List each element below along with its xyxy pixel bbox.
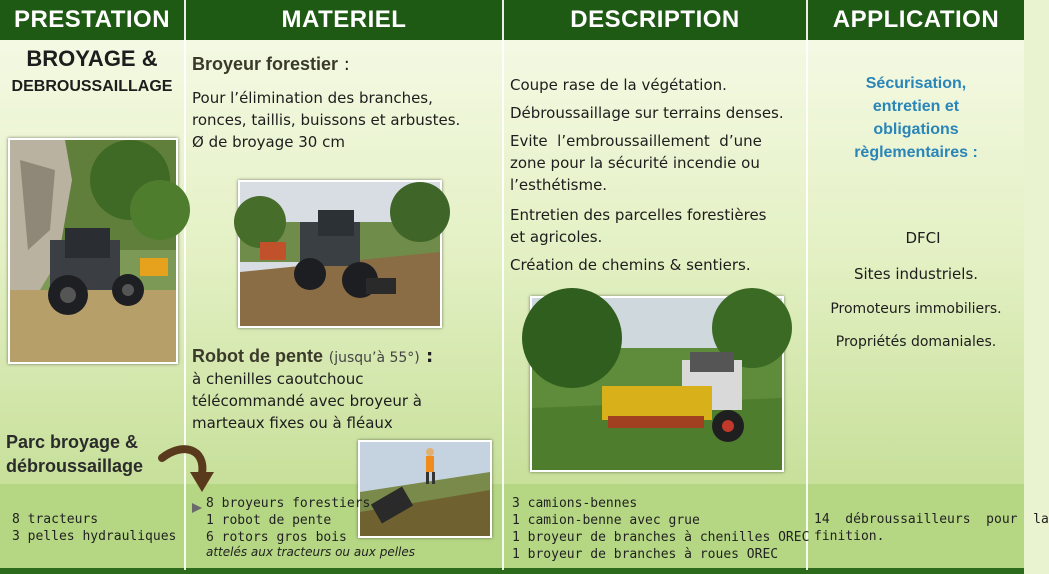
- prestation-bottom-line2: 3 pelles hydrauliques: [12, 529, 177, 544]
- robot-line3: marteaux fixes ou à fléaux: [192, 414, 393, 432]
- description-line3c: l’esthétisme.: [510, 176, 608, 194]
- materiel-bottom-line4: attelés aux tracteurs ou aux pelles: [206, 545, 416, 559]
- header-materiel: MATERIEL: [281, 6, 407, 33]
- materiel-bottom-line3: 6 rotors gros bois: [206, 530, 347, 545]
- triangle-bullet-icon: [192, 498, 202, 508]
- broyeur-title: Broyeur forestier: [192, 54, 339, 74]
- robot-line2: télécommandé avec broyeur à: [192, 392, 422, 410]
- description-line3a: Evite l’embroussaillement d’une: [510, 132, 762, 150]
- broyeur-line2: ronces, taillis, buissons et arbustes.: [192, 111, 461, 129]
- broyeur-heading: [192, 54, 350, 75]
- description-bottom-line2: 1 camion-benne avec grue: [512, 513, 700, 528]
- slope-robot-photo: [358, 440, 492, 538]
- prestation-bottom-line1: 8 tracteurs: [12, 512, 99, 527]
- description-bottom-line3: 1 broyeur de branches à chenilles OREC: [512, 530, 810, 545]
- table-header: [0, 0, 1024, 40]
- robot-heading: [192, 346, 433, 367]
- prestation-title-line1: BROYAGE &: [26, 46, 158, 71]
- description-line3b: zone pour la sécurité incendie ou: [510, 154, 760, 172]
- parc-title-line2: débroussaillage: [6, 456, 144, 476]
- parc-title-line1: Parc broyage &: [6, 432, 139, 452]
- application-item-dfci: DFCI: [905, 229, 941, 247]
- column-divider: [502, 0, 504, 570]
- tractor-mulcher-photo: [8, 138, 178, 364]
- broyeur-line3: Ø de broyage 30 cm: [192, 133, 345, 151]
- mulcher-clearing-photo: [530, 296, 784, 472]
- application-bottom-line1: 14 débroussailleurs pour la: [814, 512, 1049, 527]
- application-title-line1: Sécurisation,: [865, 75, 967, 92]
- prestation-title-line2: DEBROUSSAILLAGE: [11, 78, 173, 95]
- materiel-bottom-line2: 1 robot de pente: [206, 513, 332, 528]
- bottom-border: [0, 568, 1024, 574]
- description-line5: Création de chemins & sentiers.: [510, 256, 751, 274]
- description-bottom-line1: 3 camions-bennes: [512, 496, 638, 511]
- description-line4b: et agricoles.: [510, 228, 603, 246]
- application-title-line4: règlementaires :: [854, 144, 978, 161]
- application-item-promoteurs: Promoteurs immobiliers.: [830, 301, 1002, 317]
- header-description: DESCRIPTION: [570, 6, 740, 33]
- curved-arrow-icon: [156, 444, 216, 494]
- robot-line1: à chenilles caoutchouc: [192, 370, 364, 388]
- application-title-line2: entretien et: [872, 98, 960, 115]
- description-line1: Coupe rase de la végétation.: [510, 76, 727, 94]
- broyeur-line1: Pour l’élimination des branches,: [192, 89, 433, 107]
- robot-note: (jusqu’à 55°): [328, 350, 420, 366]
- description-line2: Débroussaillage sur terrains denses.: [510, 104, 784, 122]
- robot-colon: :: [419, 346, 434, 367]
- broyeur-colon: :: [338, 54, 350, 75]
- materiel-bottom-line1: 8 broyeurs forestiers: [206, 496, 371, 511]
- application-title-line3: obligations: [873, 121, 959, 138]
- description-bottom-line4: 1 broyeur de branches à roues OREC: [512, 547, 779, 562]
- application-bottom-line2: finition.: [814, 529, 885, 544]
- header-application: APPLICATION: [832, 6, 1000, 33]
- header-prestation: PRESTATION: [13, 6, 171, 33]
- application-item-proprietes: Propriétés domaniales.: [835, 334, 997, 350]
- application-item-sites: Sites industriels.: [853, 265, 979, 283]
- forestry-mulcher-photo: [238, 180, 442, 328]
- robot-title: Robot de pente: [192, 346, 323, 366]
- description-line4a: Entretien des parcelles forestières: [510, 206, 767, 224]
